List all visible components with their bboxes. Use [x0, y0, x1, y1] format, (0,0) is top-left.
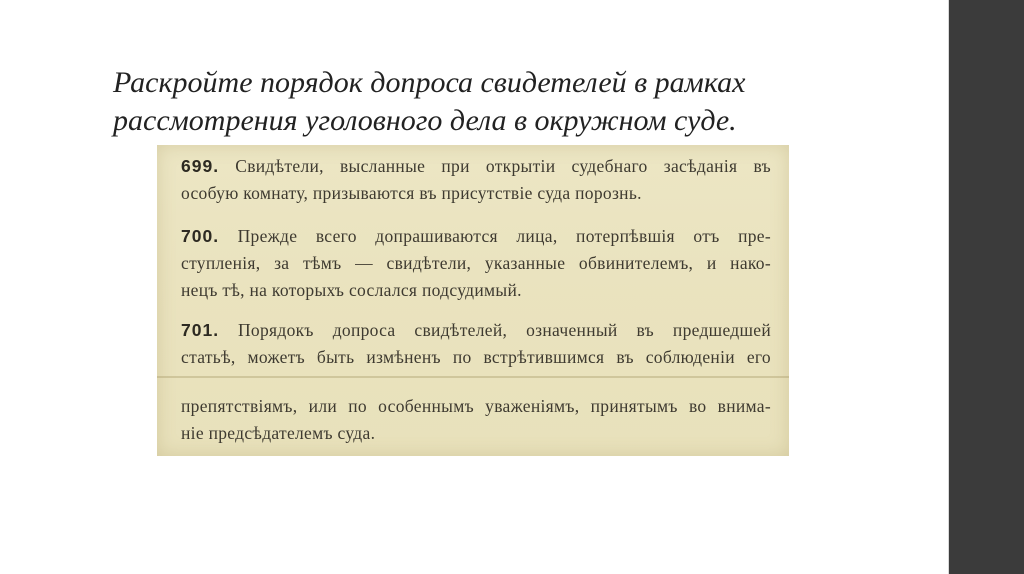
slide-title	[113, 64, 873, 140]
article-701-line-1: Порядокъ допроса свидѣтелей, означенный въ предшедшей	[219, 320, 771, 340]
article-700	[181, 223, 771, 304]
article-701-continuation	[181, 393, 771, 447]
article-700-number: 700.	[181, 226, 220, 246]
scanned-document-image	[157, 145, 789, 456]
article-701	[181, 317, 771, 371]
title-line-2: рассмотрения уголовного дела в окружном суде.	[113, 104, 737, 137]
article-701-cont-line-2: ніе предсѣдателемъ суда.	[181, 423, 376, 443]
article-699-line-2: особую комнату, призываются въ присутствіе суда порознь.	[181, 183, 642, 203]
article-701-number: 701.	[181, 320, 220, 340]
article-699-line-1: Свидѣтели, высланные при открытіи судебнаго засѣданія въ	[219, 156, 771, 176]
article-701-cont-line-1: препятствіямъ, или по особеннымъ уваженіямъ, принятымъ во внима-	[181, 396, 771, 416]
article-699-number: 699.	[181, 156, 220, 176]
title-line-1: Раскройте порядок допроса свидетелей в рамках	[113, 66, 746, 99]
article-700-line-3: нецъ тѣ, на которыхъ сослался подсудимый.	[181, 280, 522, 300]
article-701-line-2: статьѣ, можетъ быть измѣненъ по встрѣтившимся въ соблюденіи его	[181, 347, 771, 367]
article-700-line-2: ступленія, за тѣмъ — свидѣтели, указанные обвинителемъ, и нако-	[181, 253, 771, 273]
scan-seam	[157, 376, 789, 378]
article-700-line-1: Прежде всего допрашиваются лица, потерпѣвшія отъ пре-	[219, 226, 771, 246]
side-panel	[949, 0, 1024, 574]
article-699	[181, 153, 771, 207]
